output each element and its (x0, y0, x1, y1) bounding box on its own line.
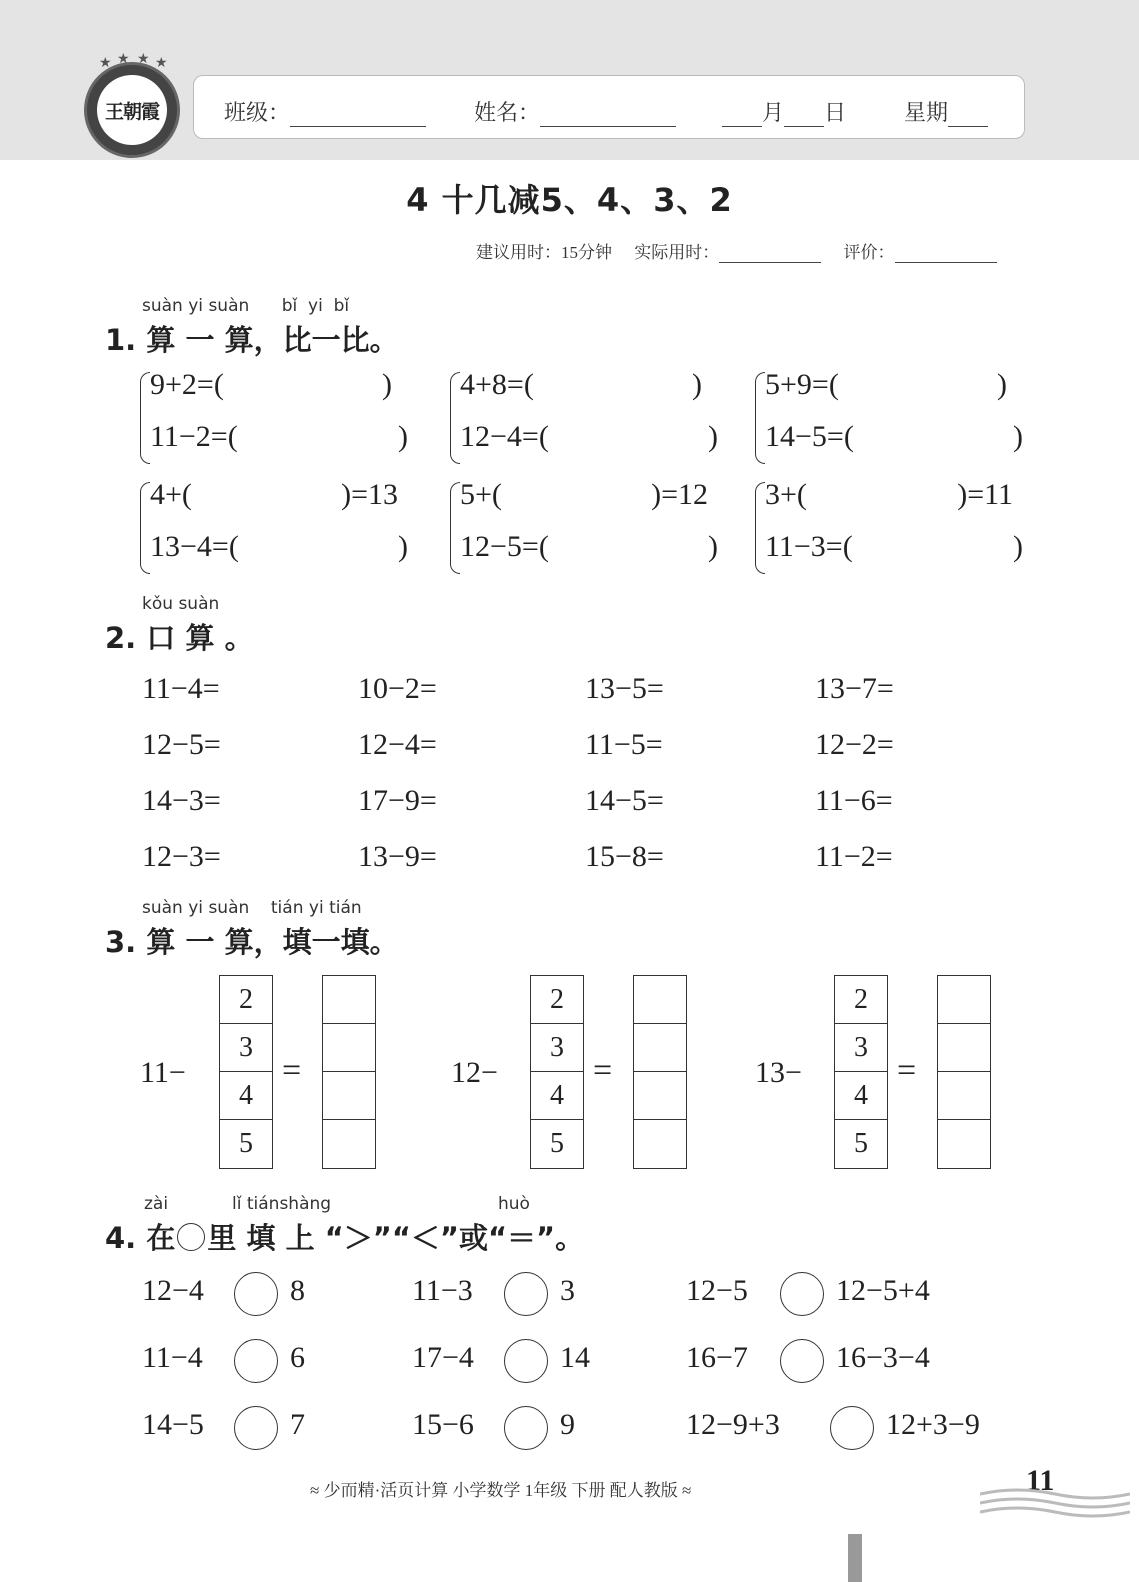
oral-problem: 11−6= (815, 784, 893, 817)
oral-problem: 13−5= (585, 672, 664, 705)
pair-equation-top: 5+9=( (765, 368, 839, 401)
compare-circle[interactable] (234, 1406, 278, 1450)
pair-equation-bottom: 13−4=( (150, 530, 239, 563)
name-field[interactable] (474, 96, 676, 127)
subtrahend-cell: 3 (531, 1024, 583, 1072)
subtrahend-cell: 2 (220, 976, 272, 1024)
answer-cell[interactable] (634, 1072, 686, 1120)
answer-column (937, 975, 991, 1169)
subtrahend-cell: 4 (531, 1072, 583, 1120)
star-icon: ★ (155, 55, 168, 71)
compare-right: 6 (290, 1341, 305, 1374)
section4-pinyin-c: huò (498, 1194, 530, 1214)
footer-text: ≈ 少而精·活页计算 小学数学 1年级 下册 配人教版 ≈ (310, 1481, 692, 1500)
pair-equation-top-end: ) (692, 368, 702, 401)
pair-brace (140, 482, 150, 574)
subtrahend-cell: 3 (835, 1024, 887, 1072)
section1-pinyin: suàn yi suàn bǐ yi bǐ (142, 296, 350, 316)
weekday-label: 星期 (904, 101, 949, 126)
answer-cell[interactable] (323, 976, 375, 1024)
pair-equation-bottom-end: ) (708, 420, 718, 453)
pair-brace (755, 372, 765, 464)
pair-equation-top-end: ) (382, 368, 392, 401)
subtrahend-column (219, 975, 273, 1169)
time-info (476, 238, 997, 263)
pair-equation-top: 4+8=( (460, 368, 534, 401)
compare-right: 9 (560, 1408, 575, 1441)
oral-problem: 11−2= (815, 840, 893, 873)
pair-equation-bottom: 11−2=( (150, 420, 238, 453)
class-label: 班级： (224, 101, 291, 126)
pair-equation-top: 4+( (150, 478, 192, 511)
pair-brace (450, 372, 460, 464)
rating-label: 评价： (843, 243, 895, 262)
compare-left: 16−7 (686, 1341, 748, 1374)
pair-equation-bottom-end: ) (708, 530, 718, 563)
subtrahend-cell: 3 (220, 1024, 272, 1072)
circle-icon (177, 1223, 205, 1251)
day-label: 日 (824, 101, 847, 126)
star-icon: ★ (137, 51, 150, 67)
subtrahend-column (530, 975, 584, 1169)
minuend-label: 11− (140, 1056, 186, 1089)
pair-equation-top-end: )=13 (341, 478, 398, 511)
star-icon: ★ (117, 51, 130, 67)
oral-problem: 12−3= (142, 840, 221, 873)
pair-equation-bottom: 11−3=( (765, 530, 853, 563)
pair-equation-bottom-end: ) (1013, 420, 1023, 453)
compare-right: 14 (560, 1341, 590, 1374)
pair-brace (140, 372, 150, 464)
oral-problem: 13−7= (815, 672, 894, 705)
subtrahend-cell: 5 (550, 1128, 564, 1159)
compare-left: 12−5 (686, 1274, 748, 1307)
subtrahend-cell: 5 (854, 1128, 868, 1159)
answer-column (633, 975, 687, 1169)
section4-pinyin-b: lǐ tiánshàng (232, 1194, 332, 1214)
compare-circle[interactable] (504, 1406, 548, 1450)
pair-equation-top: 9+2=( (150, 368, 224, 401)
oral-problem: 11−4= (142, 672, 220, 705)
compare-left: 12−9+3 (686, 1408, 780, 1441)
compare-right: 16−3−4 (836, 1341, 930, 1374)
pair-equation-bottom-end: ) (398, 420, 408, 453)
subtrahend-column (834, 975, 888, 1169)
compare-circle[interactable] (234, 1272, 278, 1316)
section3-heading: 3. 算 一 算，填一填。 (105, 925, 399, 959)
suggested-time: 建议用时：15分钟 (476, 243, 612, 262)
oral-problem: 12−5= (142, 728, 221, 761)
answer-cell[interactable] (323, 1024, 375, 1072)
subtrahend-cell: 5 (239, 1128, 253, 1159)
oral-problem: 15−8= (585, 840, 664, 873)
answer-cell[interactable] (634, 1120, 686, 1168)
pair-brace (755, 482, 765, 574)
answer-cell[interactable] (634, 976, 686, 1024)
compare-left: 14−5 (142, 1408, 204, 1441)
weekday-field[interactable] (904, 96, 988, 127)
pair-equation-top: 5+( (460, 478, 502, 511)
compare-circle[interactable] (780, 1272, 824, 1316)
oral-problem: 12−4= (358, 728, 437, 761)
answer-column (322, 975, 376, 1169)
section1-heading: 1. 算 一 算，比一比。 (105, 323, 399, 357)
compare-left: 17−4 (412, 1341, 474, 1374)
pair-equation-bottom: 14−5=( (765, 420, 854, 453)
pair-equation-bottom: 12−5=( (460, 530, 549, 563)
compare-left: 12−4 (142, 1274, 204, 1307)
compare-right: 3 (560, 1274, 575, 1307)
oral-problem: 17−9= (358, 784, 437, 817)
class-field[interactable] (224, 96, 426, 127)
equals-sign: = (593, 1052, 613, 1089)
pair-equation-top: 3+( (765, 478, 807, 511)
oral-problem: 14−3= (142, 784, 221, 817)
subtrahend-cell: 2 (531, 976, 583, 1024)
pair-equation-top-end: )=12 (651, 478, 708, 511)
answer-cell[interactable] (634, 1024, 686, 1072)
oral-problem: 11−5= (585, 728, 663, 761)
section2-pinyin: kǒu suàn (142, 594, 220, 614)
publisher-logo (84, 51, 180, 158)
subtrahend-cell: 4 (220, 1072, 272, 1120)
student-info-box (193, 75, 1025, 139)
logo-text: 王朝霞 (97, 75, 167, 145)
pair-equation-bottom-end: ) (398, 530, 408, 563)
oral-problem: 12−2= (815, 728, 894, 761)
minuend-label: 13− (755, 1056, 802, 1089)
compare-circle[interactable] (504, 1339, 548, 1383)
compare-circle[interactable] (830, 1406, 874, 1450)
section4-pinyin-a: zài (144, 1194, 169, 1214)
compare-right: 8 (290, 1274, 305, 1307)
star-icon: ★ (99, 55, 112, 71)
oral-problem: 14−5= (585, 784, 664, 817)
pair-brace (450, 482, 460, 574)
section3-pinyin: suàn yi suàn tián yi tián (142, 898, 362, 918)
wave-decoration (980, 1486, 1130, 1520)
compare-right: 12−5+4 (836, 1274, 930, 1307)
answer-cell[interactable] (323, 1120, 375, 1168)
pair-equation-top-end: ) (997, 368, 1007, 401)
answer-cell[interactable] (938, 1120, 990, 1168)
section4-heading: 4. 在 里 填 上 “＞”“＜”或“＝”。 (105, 1221, 585, 1255)
pair-equation-bottom: 12−4=( (460, 420, 549, 453)
scroll-marker (848, 1534, 862, 1582)
pair-equation-top-end: )=11 (957, 478, 1013, 511)
equals-sign: = (897, 1052, 917, 1089)
answer-cell[interactable] (938, 1072, 990, 1120)
date-field[interactable] (722, 96, 846, 127)
equals-sign: = (282, 1052, 302, 1089)
minuend-label: 12− (451, 1056, 498, 1089)
actual-time-label: 实际用时： (634, 243, 720, 262)
compare-left: 15−6 (412, 1408, 474, 1441)
pair-equation-bottom-end: ) (1013, 530, 1023, 563)
page-number: 11 (1026, 1464, 1055, 1497)
answer-cell[interactable] (938, 1024, 990, 1072)
compare-left: 11−4 (142, 1341, 203, 1374)
compare-right: 12+3−9 (886, 1408, 980, 1441)
oral-problem: 10−2= (358, 672, 437, 705)
subtrahend-cell: 2 (835, 976, 887, 1024)
section2-heading: 2. 口 算 。 (105, 621, 254, 655)
compare-circle[interactable] (504, 1272, 548, 1316)
compare-right: 7 (290, 1408, 305, 1441)
month-label: 月 (762, 101, 785, 126)
answer-cell[interactable] (938, 976, 990, 1024)
page-title: 4 十几减5、4、3、2 (406, 181, 733, 219)
subtrahend-cell: 4 (835, 1072, 887, 1120)
compare-circle[interactable] (780, 1339, 824, 1383)
compare-circle[interactable] (234, 1339, 278, 1383)
compare-left: 11−3 (412, 1274, 473, 1307)
answer-cell[interactable] (323, 1072, 375, 1120)
name-label: 姓名： (474, 101, 541, 126)
oral-problem: 13−9= (358, 840, 437, 873)
